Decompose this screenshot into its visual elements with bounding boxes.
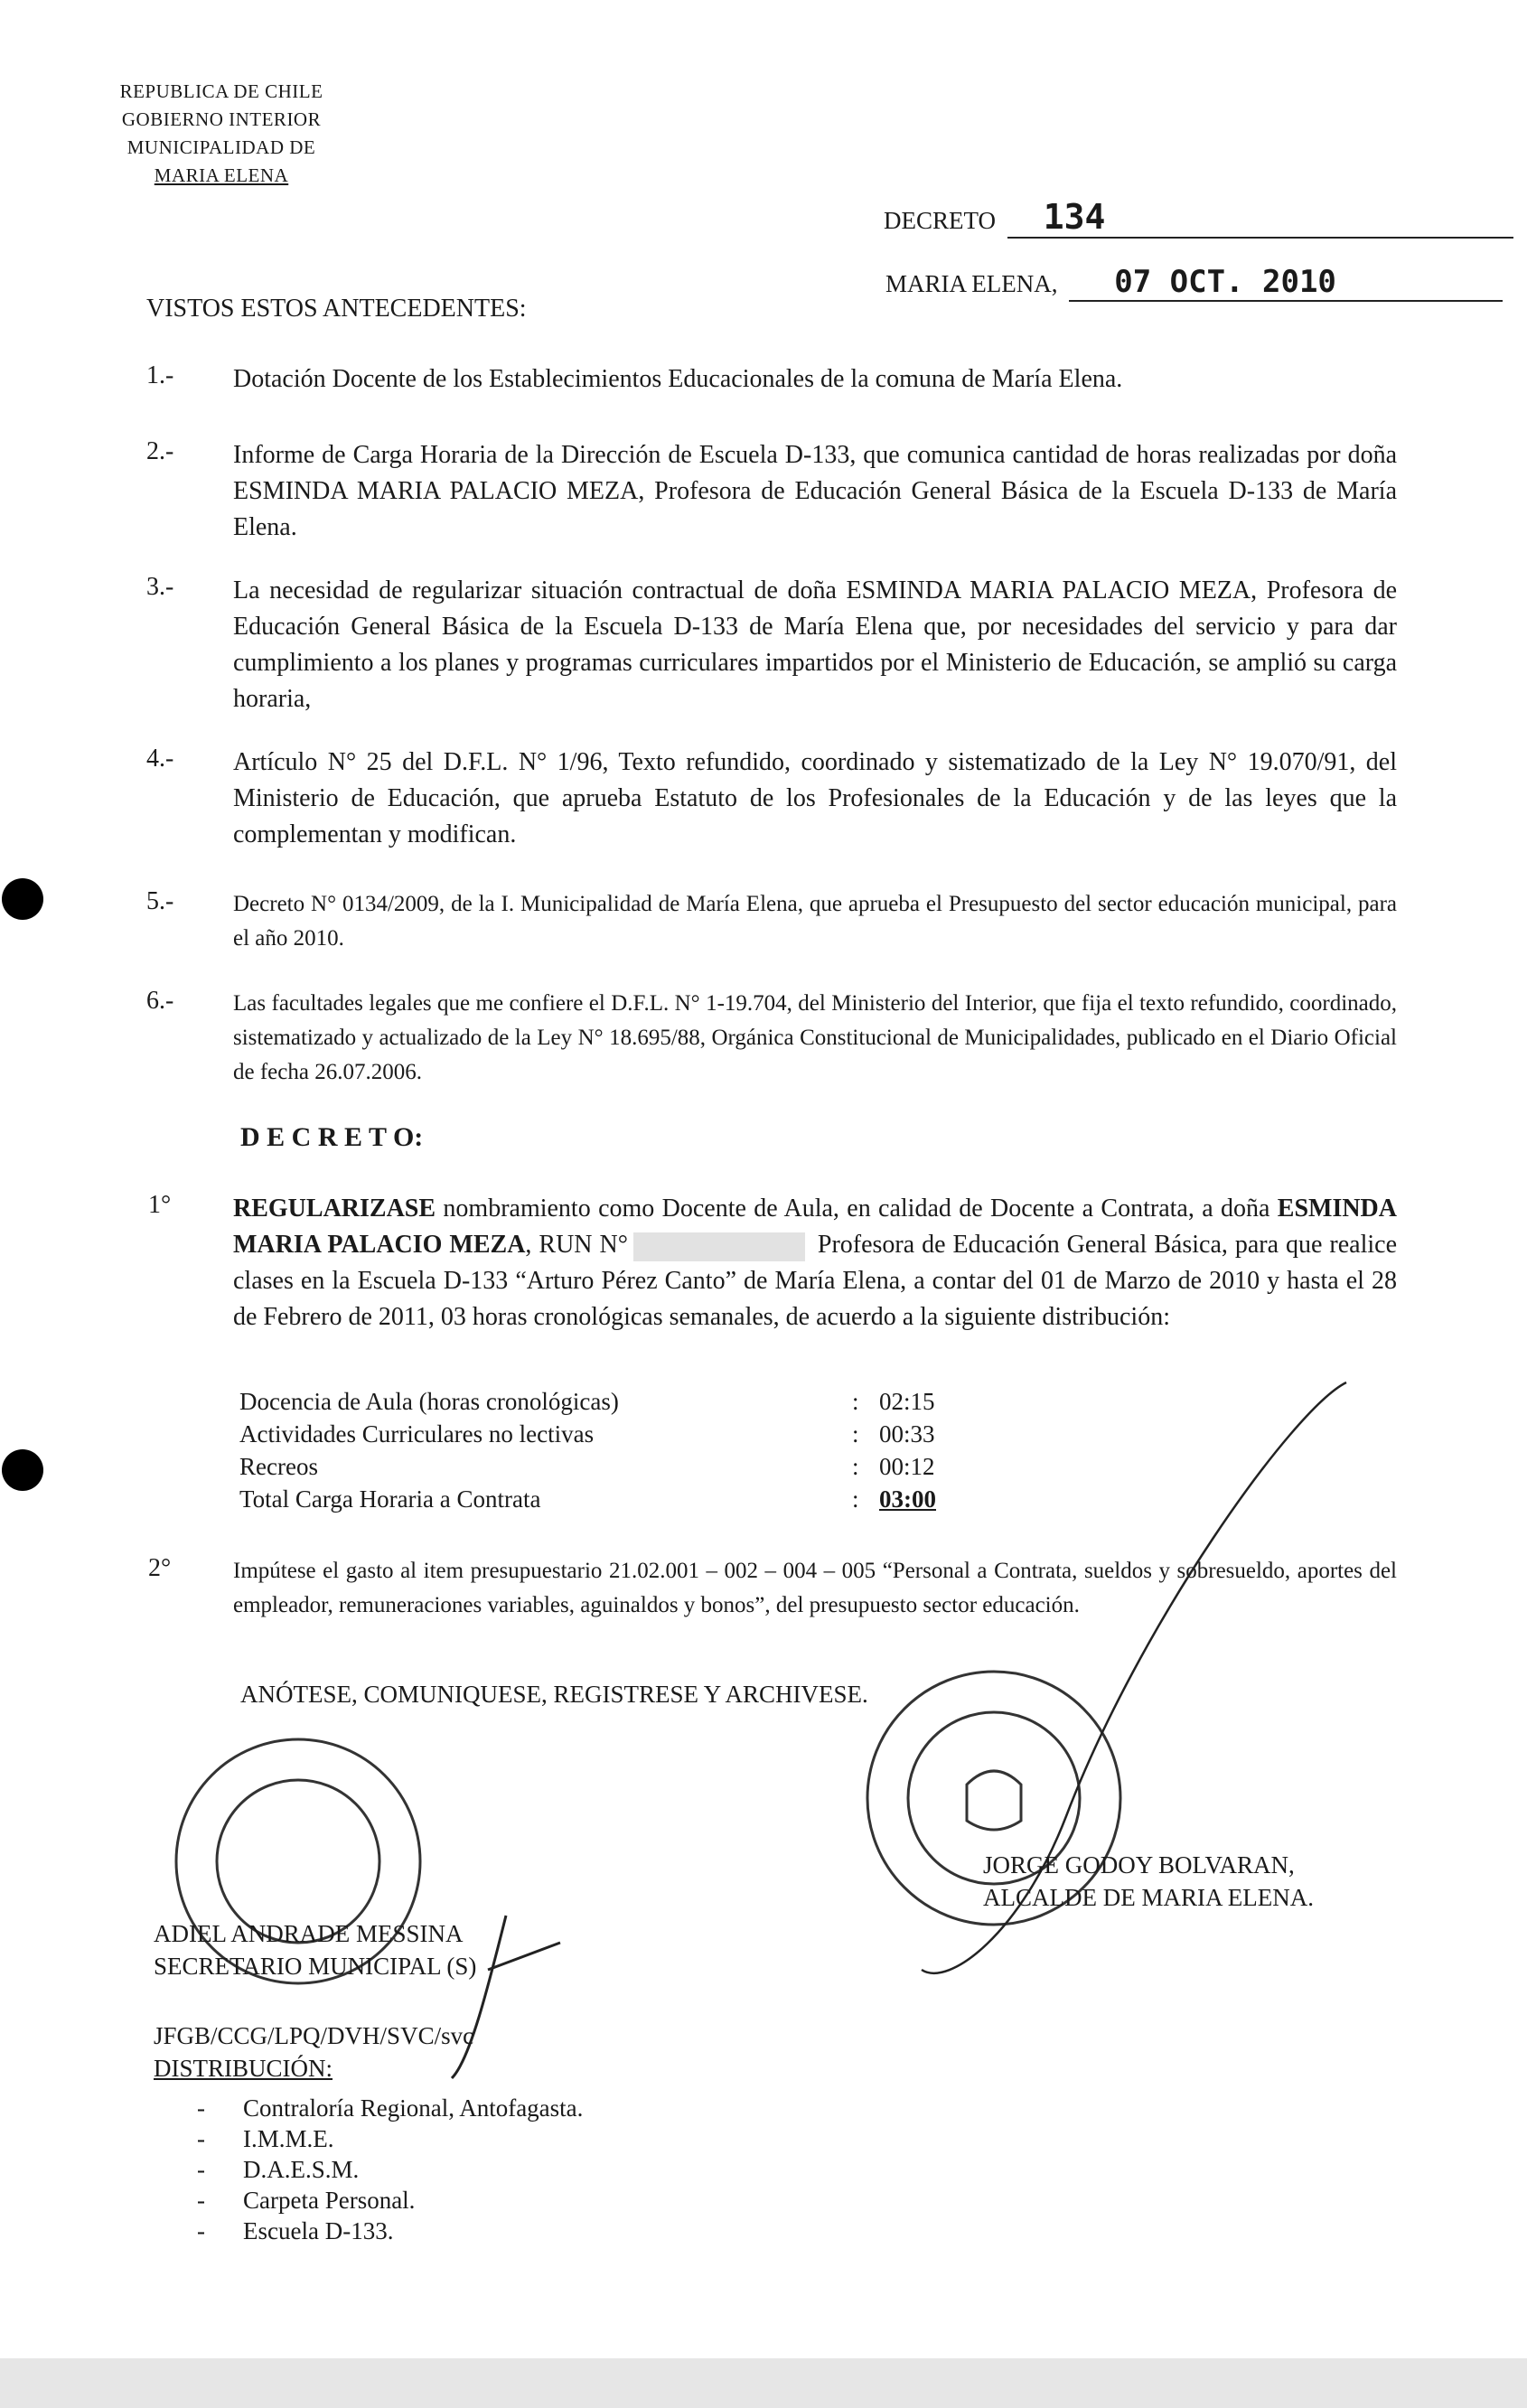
antecedente-text: Decreto N° 0134/2009, de la I. Municipalidad de María Elena, que aprueba el Presupuesto del sector educación municipal, para el año 2010. bbox=[233, 892, 1397, 951]
list-item: - Contraloría Regional, Antofagasta. bbox=[197, 2094, 584, 2122]
letterhead-line: REPUBLICA DE CHILE bbox=[119, 80, 323, 102]
item-number: 4.- bbox=[146, 745, 174, 773]
closing-formula: ANÓTESE, COMUNIQUESE, REGISTRESE Y ARCHIVESE. bbox=[240, 1681, 868, 1708]
distribution-list bbox=[197, 2093, 583, 2246]
row-label: Actividades Curriculares no lectivas bbox=[239, 1420, 595, 1448]
distribucion-title: DISTRIBUCIÓN: bbox=[154, 2055, 333, 2082]
run-label: , RUN N° bbox=[525, 1231, 628, 1259]
teacher-name: ESMINDA MARIA PALACIO MEZA bbox=[233, 1195, 1397, 1259]
item-number: 2.- bbox=[146, 437, 174, 465]
row-label: Total Carga Horaria a Contrata bbox=[239, 1485, 541, 1513]
letterhead-line: MARIA ELENA bbox=[154, 164, 289, 186]
antecedente-text: Las facultades legales que me confiere el D.F.L. N° 1-19.704, del Ministerio del Interior, que fija el texto refundido, coordinado, sistematizado y actualizado de la Ley N° 18.695/88, Orgánica Constitucional de Municipalidades, publicado en el Diario Oficial de fecha 26.07.2006. bbox=[233, 991, 1397, 1084]
colon: : bbox=[852, 1420, 859, 1448]
antecedente-text: Artículo N° 25 del D.F.L. N° 1/96, Texto refundido, coordinado y sistematizado de la Ley N° 19.070/91, del Ministerio de Educación, que aprueba Estatuto de los Profesionales de la Educación y de las leyes que la complementan y modifican. bbox=[233, 748, 1397, 848]
item-number: 1.- bbox=[146, 361, 174, 389]
initials: JFGB/CCG/LPQ/DVH/SVC/svc bbox=[154, 2022, 474, 2049]
row-label: Recreos bbox=[239, 1453, 318, 1480]
secretary-signature-block bbox=[154, 1917, 476, 1982]
decree-date: 07 OCT. 2010 bbox=[1069, 264, 1503, 302]
mayor-name: JORGE GODOY BOLVARAN, bbox=[983, 1851, 1295, 1879]
article-2-text: Impútese el gasto al item presupuestario 21.02.001 – 002 – 004 – 005 “Personal a Contrata, sueldos y sobresueldo, aportes del empleador, remuneraciones variables, aguinaldos y bonos”, del presupuesto sector educación. bbox=[233, 1559, 1397, 1617]
regularizase: REGULARIZASE bbox=[233, 1195, 436, 1223]
list-item: - D.A.E.S.M. bbox=[197, 2156, 360, 2183]
article-text: Profesora de Educación General Básica, para que realice clases en la Escuela D-133 “Arturo Pérez Canto” de María Elena, a contar del 01 de Marzo de 2010 y hasta el 28 de Febrero de 2011, 03 horas cronológicas semanales, de acuerdo a la siguiente distribución: bbox=[233, 1231, 1397, 1331]
secretary-title: SECRETARIO MUNICIPAL (S) bbox=[154, 1953, 477, 1980]
place-label: MARIA ELENA, bbox=[885, 270, 1058, 297]
letterhead-line: MUNICIPALIDAD DE bbox=[126, 136, 316, 158]
vistos-heading: VISTOS ESTOS ANTECEDENTES: bbox=[146, 295, 527, 323]
item-number: 5.- bbox=[146, 887, 174, 915]
letterhead-line: GOBIERNO INTERIOR bbox=[121, 108, 322, 130]
row-value: 02:15 bbox=[879, 1388, 935, 1415]
row-value: 00:12 bbox=[879, 1453, 935, 1480]
list-item: - Escuela D-133. bbox=[197, 2217, 394, 2244]
item-number: 3.- bbox=[146, 573, 174, 601]
scan-bottom-edge bbox=[0, 2358, 1527, 2408]
decree-number: 134 bbox=[1007, 197, 1513, 239]
list-item-text: D.A.E.S.M. bbox=[243, 2156, 360, 2183]
decree-label: DECRETO bbox=[884, 207, 997, 234]
article-number: 2° bbox=[148, 1554, 172, 1582]
antecedente-text: Dotación Docente de los Establecimientos Educacionales de la comuna de María Elena. bbox=[233, 365, 1123, 393]
colon: : bbox=[852, 1453, 859, 1480]
secretary-name: ADIEL ANDRADE MESSINA bbox=[154, 1920, 464, 1947]
list-item-text: Carpeta Personal. bbox=[243, 2187, 416, 2214]
article-text: nombramiento como Docente de Aula, en calidad de Docente a Contrata, a doña bbox=[436, 1195, 1278, 1223]
list-item-text: Escuela D-133. bbox=[243, 2217, 394, 2244]
colon: : bbox=[852, 1388, 859, 1415]
row-label: Docencia de Aula (horas cronológicas) bbox=[239, 1388, 619, 1415]
list-item-text: I.M.M.E. bbox=[243, 2125, 334, 2152]
list-item-text: Contraloría Regional, Antofagasta. bbox=[243, 2094, 584, 2122]
row-value: 03:00 bbox=[879, 1485, 936, 1513]
colon: : bbox=[852, 1485, 859, 1513]
mayor-title: ALCALDE DE MARIA ELENA. bbox=[983, 1884, 1314, 1911]
list-item: - I.M.M.E. bbox=[197, 2125, 334, 2152]
row-value: 00:33 bbox=[879, 1420, 935, 1448]
article-number: 1° bbox=[148, 1191, 172, 1219]
mayor-signature-block bbox=[983, 1849, 1314, 1914]
item-number: 6.- bbox=[146, 987, 174, 1015]
antecedente-text: Informe de Carga Horaria de la Dirección de Escuela D-133, que comunica cantidad de horas realizadas por doña ESMINDA MARIA PALACIO MEZA, Profesora de Educación General Básica de la Escuela D-133 de María Elena. bbox=[233, 441, 1397, 541]
list-item: - Carpeta Personal. bbox=[197, 2187, 416, 2214]
antecedente-text: La necesidad de regularizar situación contractual de doña ESMINDA MARIA PALACIO MEZA, Profesora de Educación General Básica de la Escuela D-133 de María Elena que, por necesidades del servicio y para dar cumplimiento a los planes y programas curriculares impartidos por el Ministerio de Educación, se amplió su carga horaria, bbox=[233, 576, 1397, 713]
decreto-heading: D E C R E T O: bbox=[240, 1122, 424, 1152]
